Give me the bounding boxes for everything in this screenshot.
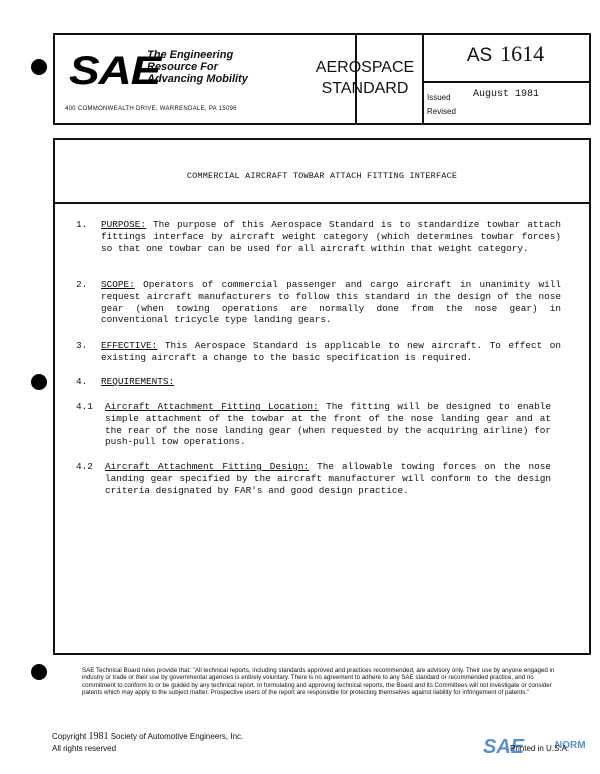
section-number: 2. (76, 279, 88, 290)
section-text: This Aerospace Standard is applicable to new aircraft. To effect on existing aircraft a change to the basic specification is required. (101, 340, 561, 363)
address: 400 COMMONWEALTH DRIVE, WARRENDALE, PA 15096 (65, 106, 237, 112)
issued-label: Issued (427, 93, 451, 102)
section-scope (101, 279, 561, 326)
legal-notice: SAE Technical Board rules provide that: "All technical reports, including standards approved and practices recommended, are advisory only. Their use by anyone engaged in industry or trade or their use by governmental agencies is entirely voluntary. There is no agreement to adhere to any SAE standard or recommended practice, and no commitment to conform to or be guided by any technical report. In formulating and approving technical reports, the Board and its Committees will not investigate or consider patents which may apply to the subject matter. Prospective users of the report are responsible for protecting themselves against liability for infringement of patents." (82, 667, 555, 697)
watermark-logo: SAE (483, 736, 525, 758)
section-requirements (101, 376, 561, 388)
header-box (53, 33, 591, 125)
tagline-line: The Engineering (147, 49, 234, 61)
section-fitting-design (105, 461, 551, 496)
section-heading: EFFECTIVE: (101, 340, 158, 351)
punch-hole-middle (31, 374, 47, 390)
section-number: 4.2 (76, 461, 93, 472)
section-heading: PURPOSE: (101, 219, 147, 230)
issued-date: August 1981 (473, 89, 540, 100)
tagline-line: Advancing Mobility (147, 73, 248, 85)
tagline-line: Resource For (147, 61, 218, 73)
section-heading: Aircraft Attachment Fitting Location: (105, 401, 319, 412)
standard-prefix: AS (466, 45, 493, 66)
revised-label: Revised (427, 107, 456, 116)
standard-number (422, 41, 589, 67)
section-effective (101, 340, 561, 364)
tagline (147, 49, 248, 85)
punch-hole-top (31, 59, 47, 75)
document-title: COMMERCIAL AIRCRAFT TOWBAR ATTACH FITTING INTERFACE (186, 171, 458, 181)
section-fitting-location (105, 401, 551, 448)
rights-reserved: All rights reserved (52, 744, 117, 753)
section-number: 4.1 (76, 401, 93, 412)
section-text: Operators of commercial passenger and cargo aircraft in unanimity will request aircraft manufacturers to follow this standard in the design of the nose gear (when towing operations are normally done from the nose gear) in conventional tricycle type landing gears. (101, 279, 561, 326)
section-number: 3. (76, 340, 88, 351)
copyright-year: 1981 (88, 731, 109, 742)
doc-type (295, 57, 435, 99)
section-text: The fitting will be designed to enable simple attachment of the towbar at the front of the nose landing gear and at the rear of the nose landing gear (when requested by the acquiring airline) for push-pull tow operations. (105, 401, 551, 448)
doc-type-line: AEROSPACE (315, 59, 415, 76)
printed-in: Printed in U.S.A. (510, 744, 570, 753)
header-row-divider (422, 81, 589, 83)
standard-num: 1614 (500, 41, 545, 66)
punch-hole-bottom (31, 664, 47, 680)
section-heading: SCOPE: (101, 279, 135, 290)
copyright (52, 731, 243, 755)
title-rule (53, 202, 591, 204)
section-number: 4. (76, 376, 88, 387)
section-heading: REQUIREMENTS: (101, 376, 175, 387)
section-purpose (101, 219, 561, 254)
section-text: The purpose of this Aerospace Standard is to standardize towbar attach fittings interface by aircraft weight category (which determines towbar forces) so that one towbar can be used for all aircraft within that weight category. (101, 219, 561, 254)
section-heading: Aircraft Attachment Fitting Design: (105, 461, 310, 472)
copyright-owner: Society of Automotive Engineers, Inc. (110, 732, 244, 741)
sae-logo: SAE (69, 49, 161, 93)
section-text: The allowable towing forces on the nose landing gear specified by the aircraft manufacturer will conform to the design criteria designated by FAR's and good design practice. (105, 461, 551, 496)
issue-labels (427, 91, 456, 119)
copyright-prefix: Copyright (52, 732, 87, 741)
section-number: 1. (76, 219, 88, 230)
content-box (53, 138, 591, 655)
watermark-text: NORM (555, 740, 586, 751)
doc-type-line: STANDARD (321, 80, 409, 97)
